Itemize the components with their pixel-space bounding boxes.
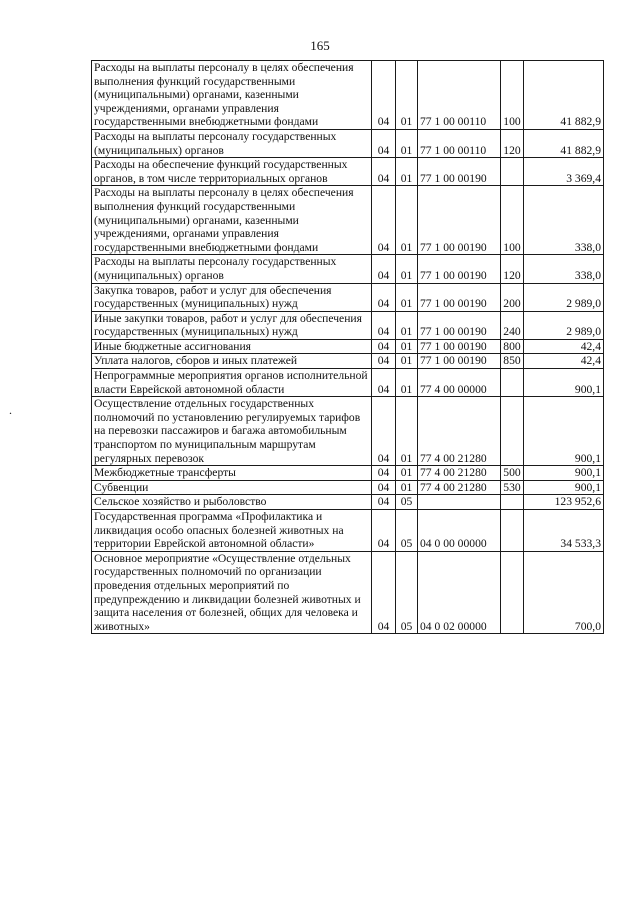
row-section-code: 04: [372, 480, 396, 495]
row-subsection-code: 05: [396, 551, 418, 634]
row-description: Субвенции: [92, 480, 372, 495]
row-target-article-code: 04 0 00 00000: [418, 510, 501, 552]
row-description: Основное мероприятие «Осуществление отдельных государственных полномочий по организации проведения отдельных мероприятий по предупреждению и ликвидации болезней животных и защита населения от болезней, общих для человека и животных»: [92, 551, 372, 634]
row-expense-type-code: [501, 495, 524, 510]
table-row: [92, 158, 604, 186]
row-target-article-code: 77 1 00 00190: [418, 283, 501, 311]
row-subsection-code: 01: [396, 186, 418, 255]
page-number: 165: [310, 38, 330, 53]
row-expense-type-code: [501, 369, 524, 397]
row-subsection-code: 01: [396, 311, 418, 339]
row-amount: 42,4: [524, 339, 604, 354]
row-subsection-code: 01: [396, 339, 418, 354]
row-expense-type-code: 100: [501, 61, 524, 130]
stray-mark: .: [9, 403, 12, 417]
row-amount: 42,4: [524, 354, 604, 369]
row-description: Осуществление отдельных государственных полномочий по установлению регулируемых тарифов на перевозки пассажиров и багажа автомобильным транспортом по муниципальным маршрутам регулярных перевозок: [92, 397, 372, 466]
row-description: Расходы на обеспечение функций государственных органов, в том числе территориальных органов: [92, 158, 372, 186]
row-section-code: 04: [372, 186, 396, 255]
row-target-article-code: 77 4 00 21280: [418, 480, 501, 495]
row-subsection-code: 01: [396, 369, 418, 397]
row-amount: 34 533,3: [524, 510, 604, 552]
row-amount: 900,1: [524, 480, 604, 495]
row-expense-type-code: 530: [501, 480, 524, 495]
row-subsection-code: 01: [396, 480, 418, 495]
row-expense-type-code: 850: [501, 354, 524, 369]
row-subsection-code: 01: [396, 466, 418, 481]
row-description: Расходы на выплаты персоналу в целях обеспечения выполнения функций государственными (муниципальными) органами, казенными учреждениями, органами управления государственными внебюджетными фондами: [92, 186, 372, 255]
row-target-article-code: 77 1 00 00110: [418, 129, 501, 157]
row-target-article-code: 04 0 02 00000: [418, 551, 501, 634]
row-subsection-code: 01: [396, 61, 418, 130]
row-amount: 3 369,4: [524, 158, 604, 186]
row-expense-type-code: [501, 510, 524, 552]
row-description: Расходы на выплаты персоналу в целях обеспечения выполнения функций государственными (муниципальными) органами, казенными учреждениями, органами управления государственными внебюджетными фондами: [92, 61, 372, 130]
table-row: [92, 339, 604, 354]
table-row: [92, 61, 604, 130]
row-section-code: 04: [372, 255, 396, 283]
row-target-article-code: [418, 495, 501, 510]
row-target-article-code: 77 1 00 00190: [418, 158, 501, 186]
table-row: [92, 369, 604, 397]
row-section-code: 04: [372, 397, 396, 466]
row-subsection-code: 01: [396, 158, 418, 186]
row-description: Расходы на выплаты персоналу государственных (муниципальных) органов: [92, 129, 372, 157]
row-target-article-code: 77 1 00 00190: [418, 186, 501, 255]
row-section-code: 04: [372, 283, 396, 311]
row-section-code: 04: [372, 354, 396, 369]
row-target-article-code: 77 1 00 00190: [418, 339, 501, 354]
row-expense-type-code: 120: [501, 255, 524, 283]
row-amount: 41 882,9: [524, 61, 604, 130]
table-row: [92, 551, 604, 634]
row-amount: 900,1: [524, 466, 604, 481]
row-description: Расходы на выплаты персоналу государственных (муниципальных) органов: [92, 255, 372, 283]
row-target-article-code: 77 1 00 00190: [418, 311, 501, 339]
row-description: Межбюджетные трансферты: [92, 466, 372, 481]
row-target-article-code: 77 1 00 00190: [418, 354, 501, 369]
row-expense-type-code: [501, 397, 524, 466]
row-amount: 338,0: [524, 186, 604, 255]
row-description: Сельское хозяйство и рыболовство: [92, 495, 372, 510]
row-target-article-code: 77 1 00 00110: [418, 61, 501, 130]
row-expense-type-code: 500: [501, 466, 524, 481]
row-subsection-code: 05: [396, 495, 418, 510]
row-expense-type-code: 800: [501, 339, 524, 354]
table-row: [92, 255, 604, 283]
row-expense-type-code: [501, 551, 524, 634]
table-row: [92, 397, 604, 466]
budget-table: [91, 60, 604, 634]
row-expense-type-code: 240: [501, 311, 524, 339]
row-amount: 900,1: [524, 397, 604, 466]
table-row: [92, 510, 604, 552]
row-target-article-code: 77 4 00 21280: [418, 466, 501, 481]
row-amount: 900,1: [524, 369, 604, 397]
row-subsection-code: 01: [396, 255, 418, 283]
row-amount: 2 989,0: [524, 311, 604, 339]
row-description: Уплата налогов, сборов и иных платежей: [92, 354, 372, 369]
row-section-code: 04: [372, 369, 396, 397]
row-expense-type-code: 200: [501, 283, 524, 311]
row-section-code: 04: [372, 311, 396, 339]
row-subsection-code: 01: [396, 129, 418, 157]
table-row: [92, 283, 604, 311]
row-section-code: 04: [372, 495, 396, 510]
row-section-code: 04: [372, 510, 396, 552]
row-expense-type-code: 120: [501, 129, 524, 157]
row-section-code: 04: [372, 551, 396, 634]
table-row: [92, 466, 604, 481]
table-row: [92, 186, 604, 255]
row-section-code: 04: [372, 339, 396, 354]
table-row: [92, 480, 604, 495]
row-expense-type-code: 100: [501, 186, 524, 255]
row-subsection-code: 01: [396, 397, 418, 466]
row-amount: 123 952,6: [524, 495, 604, 510]
row-amount: 41 882,9: [524, 129, 604, 157]
budget-table-body: [92, 61, 604, 634]
table-row: [92, 311, 604, 339]
row-subsection-code: 01: [396, 354, 418, 369]
row-target-article-code: 77 1 00 00190: [418, 255, 501, 283]
row-section-code: 04: [372, 129, 396, 157]
row-subsection-code: 05: [396, 510, 418, 552]
row-amount: 700,0: [524, 551, 604, 634]
row-subsection-code: 01: [396, 283, 418, 311]
row-target-article-code: 77 4 00 21280: [418, 397, 501, 466]
row-description: Непрограммные мероприятия органов исполнительной власти Еврейской автономной области: [92, 369, 372, 397]
table-row: [92, 354, 604, 369]
row-amount: 2 989,0: [524, 283, 604, 311]
row-amount: 338,0: [524, 255, 604, 283]
table-row: [92, 495, 604, 510]
row-expense-type-code: [501, 158, 524, 186]
table-row: [92, 129, 604, 157]
row-section-code: 04: [372, 158, 396, 186]
row-description: Закупка товаров, работ и услуг для обеспечения государственных (муниципальных) нужд: [92, 283, 372, 311]
row-description: Государственная программа «Профилактика и ликвидация особо опасных болезней животных на территории Еврейской автономной области»: [92, 510, 372, 552]
row-target-article-code: 77 4 00 00000: [418, 369, 501, 397]
row-description: Иные бюджетные ассигнования: [92, 339, 372, 354]
row-section-code: 04: [372, 61, 396, 130]
row-description: Иные закупки товаров, работ и услуг для обеспечения государственных (муниципальных) нужд: [92, 311, 372, 339]
row-section-code: 04: [372, 466, 396, 481]
